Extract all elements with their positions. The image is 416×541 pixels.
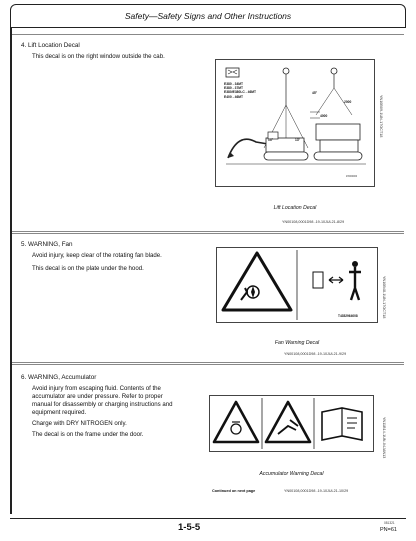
- section-line: accumulator are under pressure. Refer to proper: [32, 393, 163, 400]
- section-line: Avoid injury, keep clear of the rotating fan blade.: [32, 252, 162, 259]
- accumulator-warning-decal-figure: [209, 395, 374, 452]
- section-lift-location: [12, 34, 404, 232]
- decal-part-number: T4352964008: [338, 314, 358, 318]
- page-header-title: Safety—Safety Signs and Other Instructions: [124, 11, 292, 21]
- figure-caption: Accumulator Warning Decal: [259, 471, 324, 477]
- figure-caption: Fan Warning Decal: [274, 340, 320, 346]
- section-accumulator-warning: [12, 364, 404, 516]
- reference-code: YN00108,0001D98 -19-10JUL21-10/29: [284, 489, 349, 493]
- weight-label: E380 - 37MT: [224, 86, 244, 91]
- figure-side-code: YN10B48-1UN-17OCT18: [382, 276, 386, 319]
- continued-note: Continued on next page: [212, 489, 256, 493]
- reference-code: YN00108,0001D98 -19-10JUL21-9/29: [284, 352, 347, 356]
- weight-label: E400 - 46MT: [224, 94, 244, 99]
- section-line: This decal is on the plate under the hood.: [32, 265, 144, 272]
- lift-location-decal-figure: [215, 59, 375, 187]
- footer-rule: [10, 518, 406, 519]
- fan-warning-decal-figure: [216, 247, 378, 323]
- figure-caption: Lift Location Decal: [273, 205, 317, 211]
- reference-code: YN00108,0001D98 -19-10JUL21-8/29: [282, 220, 345, 224]
- section-text: This decal is on the right window outside the cab.: [32, 53, 165, 60]
- section-title: 4. Lift Location Decal: [21, 42, 80, 49]
- section-line: The decal is on the frame under the door.: [32, 431, 144, 438]
- svg-text:ZX000000: ZX000000: [346, 175, 358, 178]
- section-title: 5. WARNING, Fan: [21, 241, 73, 248]
- dimension-label: 4000: [320, 114, 328, 118]
- fan-warning-pictogram: [217, 248, 377, 322]
- weight-label: E380/E380LC - 46MT: [224, 90, 257, 95]
- section-line: manual for disassembly or charging instructions and: [32, 401, 173, 408]
- section-line: Avoid injury from escaping fluid. Contents of the: [32, 385, 161, 392]
- section-title: 6. WARNING, Accumulator: [21, 374, 97, 381]
- page-number: 1-5-5: [178, 522, 201, 533]
- lift-location-diagram: [216, 60, 374, 186]
- footer-small-code: 081321: [384, 521, 395, 525]
- angle-label: 45°: [312, 91, 317, 95]
- angle-label: 13°: [295, 138, 300, 142]
- page-header: [10, 4, 406, 28]
- figure-side-code: YN10B09-1UN-17OCT18: [379, 95, 383, 138]
- accumulator-warning-pictogram: [210, 396, 373, 451]
- angle-label: 13°: [268, 138, 273, 142]
- section-fan-warning: [12, 233, 404, 363]
- pn-label: PN=61: [380, 527, 397, 533]
- section-line: equipment required.: [32, 409, 87, 416]
- figure-side-code: YN11B14-1UN-04JAN13: [382, 417, 386, 459]
- dimension-label: 2000: [344, 100, 352, 104]
- weight-label: E380 - 34MT: [224, 82, 244, 86]
- section-line: Charge with DRY NITROGEN only.: [32, 420, 127, 427]
